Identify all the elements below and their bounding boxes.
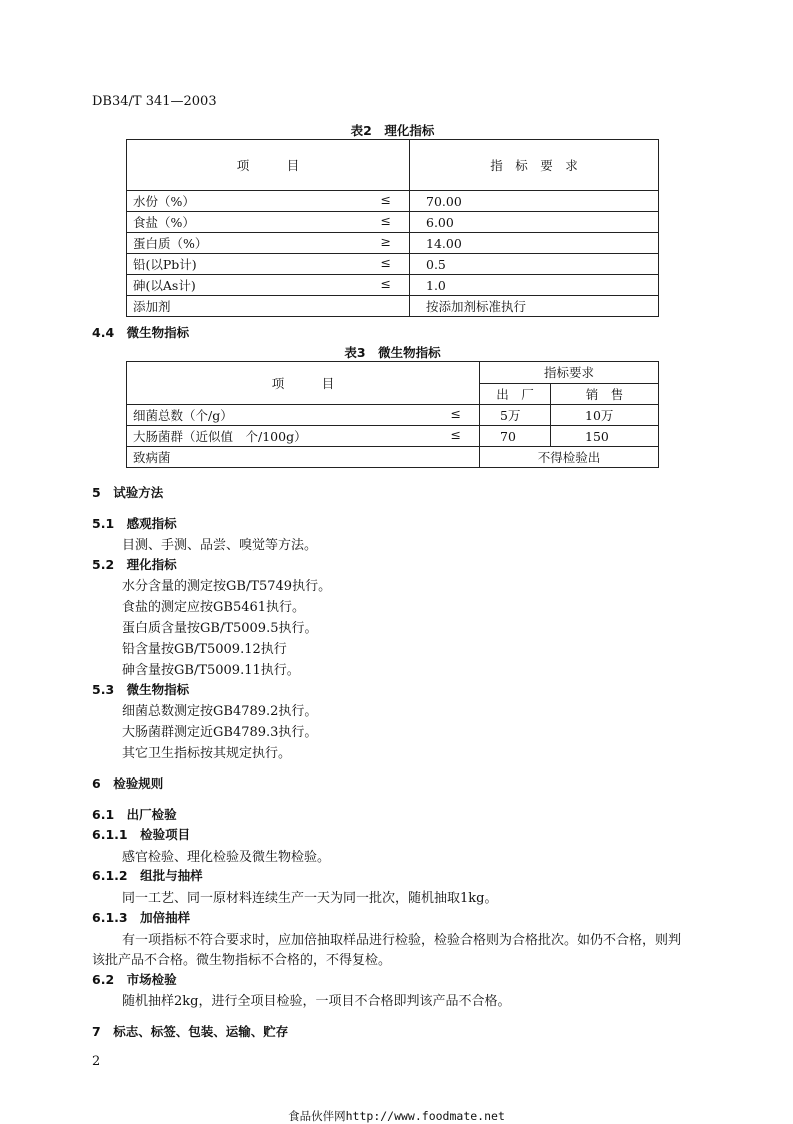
table3-pathogen-value: 不得检验出: [480, 447, 659, 468]
table-row: [127, 191, 659, 212]
table3-subheader-sale: 销 售: [551, 383, 659, 405]
table-row: [127, 275, 659, 296]
section-5-2-line: 水分含量的测定按GB/T5749执行。: [122, 579, 332, 594]
table3-header-requirement: 指标要求: [480, 362, 659, 384]
section-6-2-text: 随机抽样2kg，进行全项目检验，一项目不合格即判该产品不合格。: [122, 994, 511, 1009]
table2-header-row: [127, 140, 659, 191]
section-5-3-line: 其它卫生指标按其规定执行。: [122, 746, 292, 761]
table2-physicochemical: [126, 139, 659, 317]
table3-caption: 表3 微生物指标: [344, 345, 441, 360]
table3-subheader-factory: 出 厂: [480, 383, 551, 405]
section-6-1-3-text: 有一项指标不符合要求时，应加倍抽取样品进行检验，检验合格则为合格批次。如仍不合格，则判: [122, 933, 682, 948]
table2-item-cell: 砷(以As计) ≤: [127, 275, 410, 296]
table-row: [127, 254, 659, 275]
section-5-heading: 5 试验方法: [92, 485, 164, 500]
table3-header-row: [127, 362, 659, 384]
document-code: DB34/T 341—2003: [92, 94, 217, 109]
section-6-heading: 6 检验规则: [92, 776, 164, 791]
section-5-2-line: 铅含量按GB/T5009.12执行: [122, 642, 287, 657]
section-5-3-heading: 5.3 微生物指标: [92, 682, 190, 697]
section-5-2-heading: 5.2 理化指标: [92, 557, 177, 572]
table2-item-cell: 铅(以Pb计) ≤: [127, 254, 410, 275]
table-row: [127, 447, 659, 468]
section-5-1-heading: 5.1 感观指标: [92, 516, 177, 531]
section-4-4-heading: 4.4 微生物指标: [92, 325, 190, 340]
table3-sale-cell: 150: [551, 426, 659, 447]
section-6-2-heading: 6.2 市场检验: [92, 972, 177, 987]
section-5-2-line: 砷含量按GB/T5009.11执行。: [122, 663, 300, 678]
section-6-1-3-text-cont: 该批产品不合格。微生物指标不合格的，不得复检。: [92, 953, 392, 968]
section-7-heading: 7 标志、标签、包装、运输、贮存: [92, 1024, 289, 1039]
footer-watermark-link[interactable]: 食品伙伴网http://www.foodmate.net: [288, 1109, 505, 1123]
section-5-2-line: 食盐的测定应按GB5461执行。: [122, 600, 306, 615]
section-6-1-heading: 6.1 出厂检验: [92, 807, 177, 822]
table2-value-cell: 1.0: [410, 275, 659, 296]
table2-value-cell: 6.00: [410, 212, 659, 233]
table-row: [127, 426, 659, 447]
table3-item-cell: 致病菌: [127, 447, 480, 468]
table2-value-cell: 0.5: [410, 254, 659, 275]
table2-value-cell: 70.00: [410, 191, 659, 212]
table2-item-cell: 食盐（%） ≤: [127, 212, 410, 233]
section-5-2-line: 蛋白质含量按GB/T5009.5执行。: [122, 621, 318, 636]
table3-factory-cell: 70: [480, 426, 551, 447]
table2-item-cell: 蛋白质（%） ≥: [127, 233, 410, 254]
table3-microbial: [126, 361, 659, 468]
table-row: [127, 405, 659, 426]
table3-factory-cell: 5万: [480, 405, 551, 426]
table2-value-cell: 14.00: [410, 233, 659, 254]
table-row: [127, 233, 659, 254]
table2-header-item: 项 目: [127, 140, 410, 191]
table2-item-cell: 添加剂: [127, 296, 410, 317]
table2-value-cell: 按添加剂标准执行: [410, 296, 659, 317]
table3-item-cell: 大肠菌群（近似值 个/100g） ≤: [127, 426, 480, 447]
table2-caption: 表2 理化指标: [350, 123, 435, 138]
page-number: 2: [92, 1054, 101, 1069]
section-6-1-1-text: 感官检验、理化检验及微生物检验。: [122, 850, 331, 865]
table-row: [127, 212, 659, 233]
section-6-1-3-heading: 6.1.3 加倍抽样: [92, 910, 191, 925]
section-5-3-line: 大肠菌群测定近GB4789.3执行。: [122, 725, 318, 740]
table3-sale-cell: 10万: [551, 405, 659, 426]
table3-header-item: 项 目: [127, 362, 480, 405]
section-6-1-2-text: 同一工艺、同一原材料连续生产一天为同一批次，随机抽取1kg。: [122, 891, 498, 906]
table-row: [127, 296, 659, 317]
table2-item-cell: 水份（%） ≤: [127, 191, 410, 212]
section-6-1-1-heading: 6.1.1 检验项目: [92, 827, 191, 842]
table3-item-cell: 细菌总数（个/g） ≤: [127, 405, 480, 426]
table2-header-requirement: 指 标 要 求: [410, 140, 659, 191]
section-6-1-2-heading: 6.1.2 组批与抽样: [92, 868, 203, 883]
section-5-1-text: 目测、手测、品尝、嗅觉等方法。: [122, 538, 318, 553]
section-5-3-line: 细菌总数测定按GB4789.2执行。: [122, 704, 318, 719]
